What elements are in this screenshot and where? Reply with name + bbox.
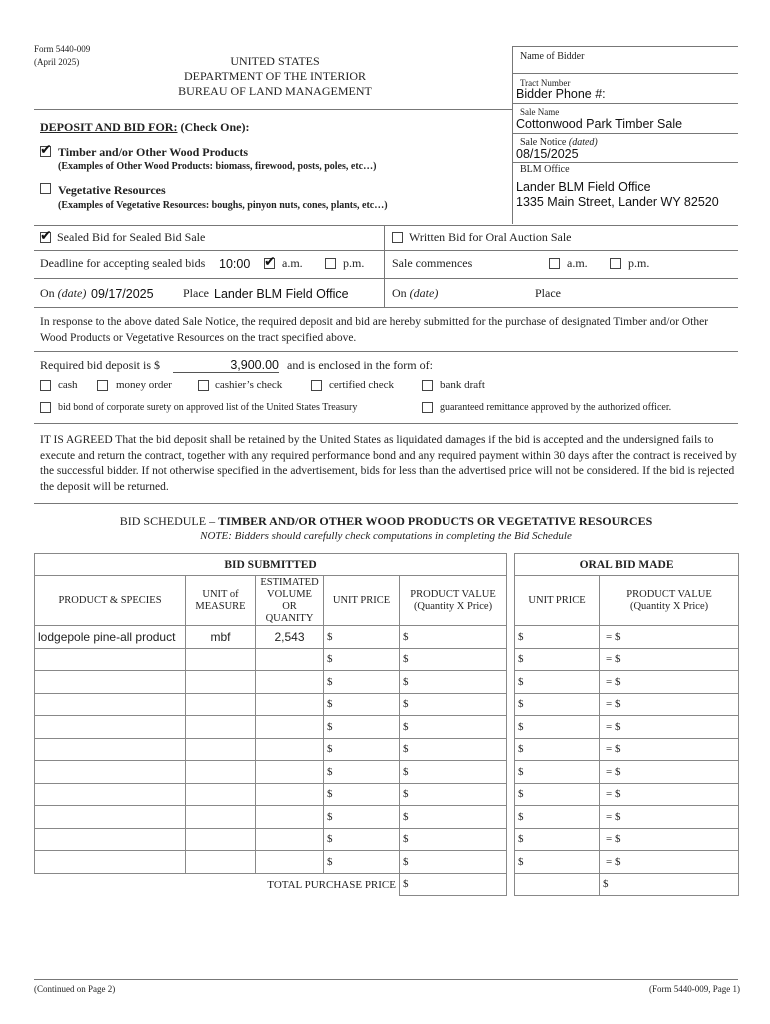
deadline-pm-checkbox[interactable] xyxy=(325,258,336,269)
money-order-label: money order xyxy=(116,379,172,391)
oral-product-value-cell[interactable]: = $ xyxy=(600,648,739,671)
unit-cell[interactable] xyxy=(186,693,256,716)
on-date-field[interactable]: 09/17/2025 xyxy=(91,287,154,301)
oral-total-price-cell[interactable]: $ xyxy=(600,873,739,896)
table-row xyxy=(35,851,739,874)
volume-cell[interactable] xyxy=(256,716,324,739)
tract-number-field[interactable]: Bidder Phone #: xyxy=(516,87,606,101)
column-gap xyxy=(507,806,515,829)
bid-bond-label: bid bond of corporate surety on approved list of the United States Treasury xyxy=(58,402,358,413)
blm-office-label: BLM Office xyxy=(520,164,570,175)
oral-product-value-cell[interactable]: = $ xyxy=(600,828,739,851)
table-row xyxy=(35,738,739,761)
oral-product-value-cell[interactable]: = $ xyxy=(600,783,739,806)
product-cell[interactable] xyxy=(35,761,186,784)
oral-product-value-cell[interactable]: = $ xyxy=(600,806,739,829)
volume-cell[interactable] xyxy=(256,693,324,716)
bidder-name-label: Name of Bidder xyxy=(520,51,585,62)
table-row xyxy=(35,828,739,851)
product-cell[interactable]: lodgepole pine-all product xyxy=(35,626,186,649)
col-volume-header: ESTIMATED VOLUME OR QUANITY xyxy=(256,576,324,626)
oral-product-value-cell[interactable]: = $ xyxy=(600,851,739,874)
product-cell[interactable] xyxy=(35,828,186,851)
oral-unit-price-cell[interactable]: $ xyxy=(515,693,600,716)
oral-product-value-cell[interactable]: = $ xyxy=(600,671,739,694)
product-cell[interactable] xyxy=(35,671,186,694)
oral-bid-made-header: ORAL BID MADE xyxy=(515,554,739,576)
rule xyxy=(34,503,738,504)
unit-price-cell[interactable]: $ xyxy=(324,783,400,806)
oral-product-value-cell[interactable]: = $ xyxy=(600,716,739,739)
column-gap xyxy=(507,873,515,896)
oral-place-label: Place xyxy=(535,286,561,300)
deadline-time-field[interactable]: 10:00 xyxy=(219,257,251,271)
schedule-title: BID SCHEDULE – TIMBER AND/OR OTHER WOOD PRODUCTS OR VEGETATIVE RESOURCES xyxy=(119,514,653,528)
blm-office-line1[interactable]: Lander BLM Field Office xyxy=(516,180,651,194)
timber-checkbox[interactable] xyxy=(40,146,51,157)
product-cell[interactable] xyxy=(35,648,186,671)
sale-am-label: a.m. xyxy=(567,256,588,270)
col-unit-header: UNIT of MEASURE xyxy=(186,576,256,626)
oral-unit-price-cell[interactable]: $ xyxy=(515,828,600,851)
form-date: (April 2025) xyxy=(34,57,80,67)
bid-schedule-table xyxy=(34,553,739,896)
place-field[interactable]: Lander BLM Field Office xyxy=(214,287,349,301)
rule xyxy=(34,225,738,226)
oral-unit-price-cell[interactable]: $ xyxy=(515,671,600,694)
written-bid-checkbox[interactable] xyxy=(392,232,403,243)
sale-pm-checkbox[interactable] xyxy=(610,258,621,269)
product-value-cell[interactable]: $ xyxy=(400,806,507,829)
timber-label: Timber and/or Other Wood Products xyxy=(58,145,249,159)
required-deposit-label: Required bid deposit is $ xyxy=(40,358,160,372)
on-date-label: On (date) xyxy=(40,286,87,300)
oral-unit-price-cell[interactable]: $ xyxy=(515,761,600,784)
unit-price-cell[interactable]: $ xyxy=(324,693,400,716)
product-value-cell[interactable]: $ xyxy=(400,761,507,784)
product-value-cell[interactable]: $ xyxy=(400,693,507,716)
product-cell[interactable] xyxy=(35,806,186,829)
unit-cell[interactable] xyxy=(186,738,256,761)
unit-price-cell[interactable]: $ xyxy=(324,671,400,694)
column-gap xyxy=(507,851,515,874)
product-cell[interactable] xyxy=(35,851,186,874)
col-unit-price-header: UNIT PRICE xyxy=(324,576,400,626)
unit-cell[interactable] xyxy=(186,671,256,694)
column-gap xyxy=(507,761,515,784)
table-row xyxy=(35,693,739,716)
volume-cell[interactable] xyxy=(256,648,324,671)
deadline-am-label: a.m. xyxy=(282,256,303,270)
column-gap xyxy=(507,648,515,671)
oral-product-value-header: PRODUCT VALUE (Quantity X Price) xyxy=(600,576,739,626)
oral-unit-price-cell[interactable]: $ xyxy=(515,648,600,671)
sealed-bid-label: Sealed Bid for Sealed Bid Sale xyxy=(57,230,206,244)
cash-label: cash xyxy=(58,379,78,391)
unit-price-cell[interactable]: $ xyxy=(324,761,400,784)
agreement-text: IT IS AGREED That the bid deposit shall be retained by the United States as liquidated damages if the bid is accepted and the undersigned fails to execute and return the contract, together with any required performance bond and any required payment within 30 days after the contract is received by the successful bidder. If not otherwise specified in the advertisement, bids for less than the advertised price will not be considered. If the bid is rejected the deposit will be returned. xyxy=(40,434,737,493)
unit-cell[interactable] xyxy=(186,716,256,739)
product-value-cell[interactable]: $ xyxy=(400,738,507,761)
product-value-cell[interactable]: $ xyxy=(400,716,507,739)
money-order-checkbox[interactable] xyxy=(97,380,108,391)
vegetative-examples: (Examples of Vegetative Resources: boughs, pinyon nuts, cones, plants, etc…) xyxy=(58,200,388,211)
volume-cell[interactable]: 2,543 xyxy=(256,626,324,649)
oral-unit-price-cell[interactable]: $ xyxy=(515,626,600,649)
required-deposit-field[interactable]: 3,900.00 xyxy=(173,358,279,373)
column-gap xyxy=(507,693,515,716)
rule xyxy=(34,250,738,251)
rule xyxy=(34,278,738,279)
product-value-cell[interactable]: $ xyxy=(400,671,507,694)
header-divider xyxy=(34,109,512,110)
deadline-label: Deadline for accepting sealed bids xyxy=(40,256,206,270)
table-row xyxy=(35,671,739,694)
volume-cell[interactable] xyxy=(256,671,324,694)
oral-unit-price-cell[interactable]: $ xyxy=(515,806,600,829)
unit-price-cell[interactable]: $ xyxy=(324,851,400,874)
unit-cell[interactable] xyxy=(186,648,256,671)
deadline-am-checkbox[interactable] xyxy=(264,258,275,269)
oral-product-value-cell[interactable]: = $ xyxy=(600,738,739,761)
unit-price-cell[interactable]: $ xyxy=(324,828,400,851)
oral-total-blank xyxy=(515,873,600,896)
footer-right: (Form 5440-009, Page 1) xyxy=(649,984,740,994)
total-purchase-price-cell[interactable]: $ xyxy=(400,873,507,896)
blm-office-line2[interactable]: 1335 Main Street, Lander WY 82520 xyxy=(516,195,719,209)
rule xyxy=(34,351,738,352)
oral-unit-price-cell[interactable]: $ xyxy=(515,851,600,874)
rule xyxy=(512,73,738,74)
oral-unit-price-header: UNIT PRICE xyxy=(515,576,600,626)
column-gap xyxy=(507,783,515,806)
table-row xyxy=(35,806,739,829)
certified-check-checkbox[interactable] xyxy=(311,380,322,391)
bank-draft-label: bank draft xyxy=(440,379,485,391)
unit-cell[interactable] xyxy=(186,806,256,829)
product-cell[interactable] xyxy=(35,738,186,761)
right-box-top xyxy=(512,46,738,47)
table-row xyxy=(35,783,739,806)
volume-cell[interactable] xyxy=(256,828,324,851)
unit-cell[interactable] xyxy=(186,828,256,851)
volume-cell[interactable] xyxy=(256,851,324,874)
column-gap xyxy=(507,671,515,694)
product-value-cell[interactable]: $ xyxy=(400,783,507,806)
unit-price-cell[interactable]: $ xyxy=(324,626,400,649)
schedule-note: NOTE: Bidders should carefully check computations in completing the Bid Schedule xyxy=(200,530,572,542)
product-value-cell[interactable]: $ xyxy=(400,851,507,874)
oral-unit-price-cell[interactable]: $ xyxy=(515,738,600,761)
unit-price-cell[interactable]: $ xyxy=(324,806,400,829)
intro-text: In response to the above dated Sale Notice, the required deposit and bid are hereby submitted for the purchase of designated Timber and/or Other Wood Products or Vegetative Resources on the tract specified above. xyxy=(40,316,709,344)
place-label: Place xyxy=(183,286,209,300)
sale-am-checkbox[interactable] xyxy=(549,258,560,269)
required-deposit-suffix: and is enclosed in the form of: xyxy=(287,358,433,372)
total-row xyxy=(35,873,739,896)
sale-notice-label: Sale Notice (dated) xyxy=(520,137,598,148)
vegetative-label: Vegetative Resources xyxy=(58,183,166,197)
footer-left: (Continued on Page 2) xyxy=(34,984,116,994)
product-cell[interactable] xyxy=(35,783,186,806)
sale-notice-field[interactable]: 08/15/2025 xyxy=(516,147,579,161)
volume-cell[interactable] xyxy=(256,806,324,829)
table-row xyxy=(35,648,739,671)
sale-pm-label: p.m. xyxy=(628,256,650,270)
bank-draft-checkbox[interactable] xyxy=(422,380,433,391)
oral-product-value-cell[interactable]: = $ xyxy=(600,626,739,649)
tract-number-label: Tract Number xyxy=(520,78,571,88)
agency-line3: BUREAU OF LAND MANAGEMENT xyxy=(178,84,372,98)
table-row xyxy=(35,761,739,784)
timber-examples: (Examples of Other Wood Products: biomass, firewood, posts, poles, etc…) xyxy=(58,161,377,172)
sale-commences-label: Sale commences xyxy=(392,256,473,270)
column-gap xyxy=(507,738,515,761)
vegetative-checkbox[interactable] xyxy=(40,183,51,194)
oral-product-value-cell[interactable]: = $ xyxy=(600,761,739,784)
col-product-header: PRODUCT & SPECIES xyxy=(35,576,186,626)
form-number: Form 5440-009 xyxy=(34,44,91,54)
unit-price-cell[interactable]: $ xyxy=(324,648,400,671)
unit-price-cell[interactable]: $ xyxy=(324,738,400,761)
cashiers-check-label: cashier’s check xyxy=(215,379,283,391)
unit-cell[interactable] xyxy=(186,761,256,784)
agency-line1: UNITED STATES xyxy=(230,54,320,68)
sale-name-label: Sale Name xyxy=(520,107,560,117)
oral-product-value-cell[interactable]: = $ xyxy=(600,693,739,716)
cash-checkbox[interactable] xyxy=(40,380,51,391)
rule xyxy=(512,133,738,134)
deposit-heading: DEPOSIT AND BID FOR: (Check One): xyxy=(40,120,250,134)
product-value-cell[interactable]: $ xyxy=(400,828,507,851)
guaranteed-remittance-checkbox[interactable] xyxy=(422,402,433,413)
volume-cell[interactable] xyxy=(256,783,324,806)
oral-on-date-label: On (date) xyxy=(392,286,439,300)
guaranteed-remittance-label: guaranteed remittance approved by the authorized officer. xyxy=(440,402,672,413)
sale-name-field[interactable]: Cottonwood Park Timber Sale xyxy=(516,117,683,131)
sealed-bid-checkbox[interactable] xyxy=(40,232,51,243)
column-gap xyxy=(507,716,515,739)
unit-cell[interactable] xyxy=(186,851,256,874)
total-purchase-price-label: TOTAL PURCHASE PRICE xyxy=(35,873,400,896)
table-row xyxy=(35,626,739,649)
bid-bond-checkbox[interactable] xyxy=(40,402,51,413)
oral-unit-price-cell[interactable]: $ xyxy=(515,783,600,806)
cashiers-check-checkbox[interactable] xyxy=(198,380,209,391)
table-row xyxy=(35,716,739,739)
deadline-pm-label: p.m. xyxy=(343,256,365,270)
product-value-cell[interactable]: $ xyxy=(400,648,507,671)
certified-check-label: certified check xyxy=(329,379,395,391)
column-gap xyxy=(507,626,515,649)
volume-cell[interactable] xyxy=(256,738,324,761)
product-cell[interactable] xyxy=(35,693,186,716)
product-value-cell[interactable]: $ xyxy=(400,626,507,649)
unit-cell[interactable]: mbf xyxy=(186,626,256,649)
rule xyxy=(34,307,738,308)
volume-cell[interactable] xyxy=(256,761,324,784)
rule xyxy=(34,423,738,424)
rule xyxy=(512,162,738,163)
bid-submitted-header: BID SUBMITTED xyxy=(35,554,507,576)
bid-type-divider xyxy=(384,225,385,307)
unit-price-cell[interactable]: $ xyxy=(324,716,400,739)
footer-rule xyxy=(34,979,738,980)
product-cell[interactable] xyxy=(35,716,186,739)
oral-unit-price-cell[interactable]: $ xyxy=(515,716,600,739)
written-bid-label: Written Bid for Oral Auction Sale xyxy=(409,230,572,244)
agency-line2: DEPARTMENT OF THE INTERIOR xyxy=(183,69,367,83)
col-product-value-header: PRODUCT VALUE (Quantity X Price) xyxy=(400,576,507,626)
unit-cell[interactable] xyxy=(186,783,256,806)
column-gap xyxy=(507,828,515,851)
rule xyxy=(512,103,738,104)
